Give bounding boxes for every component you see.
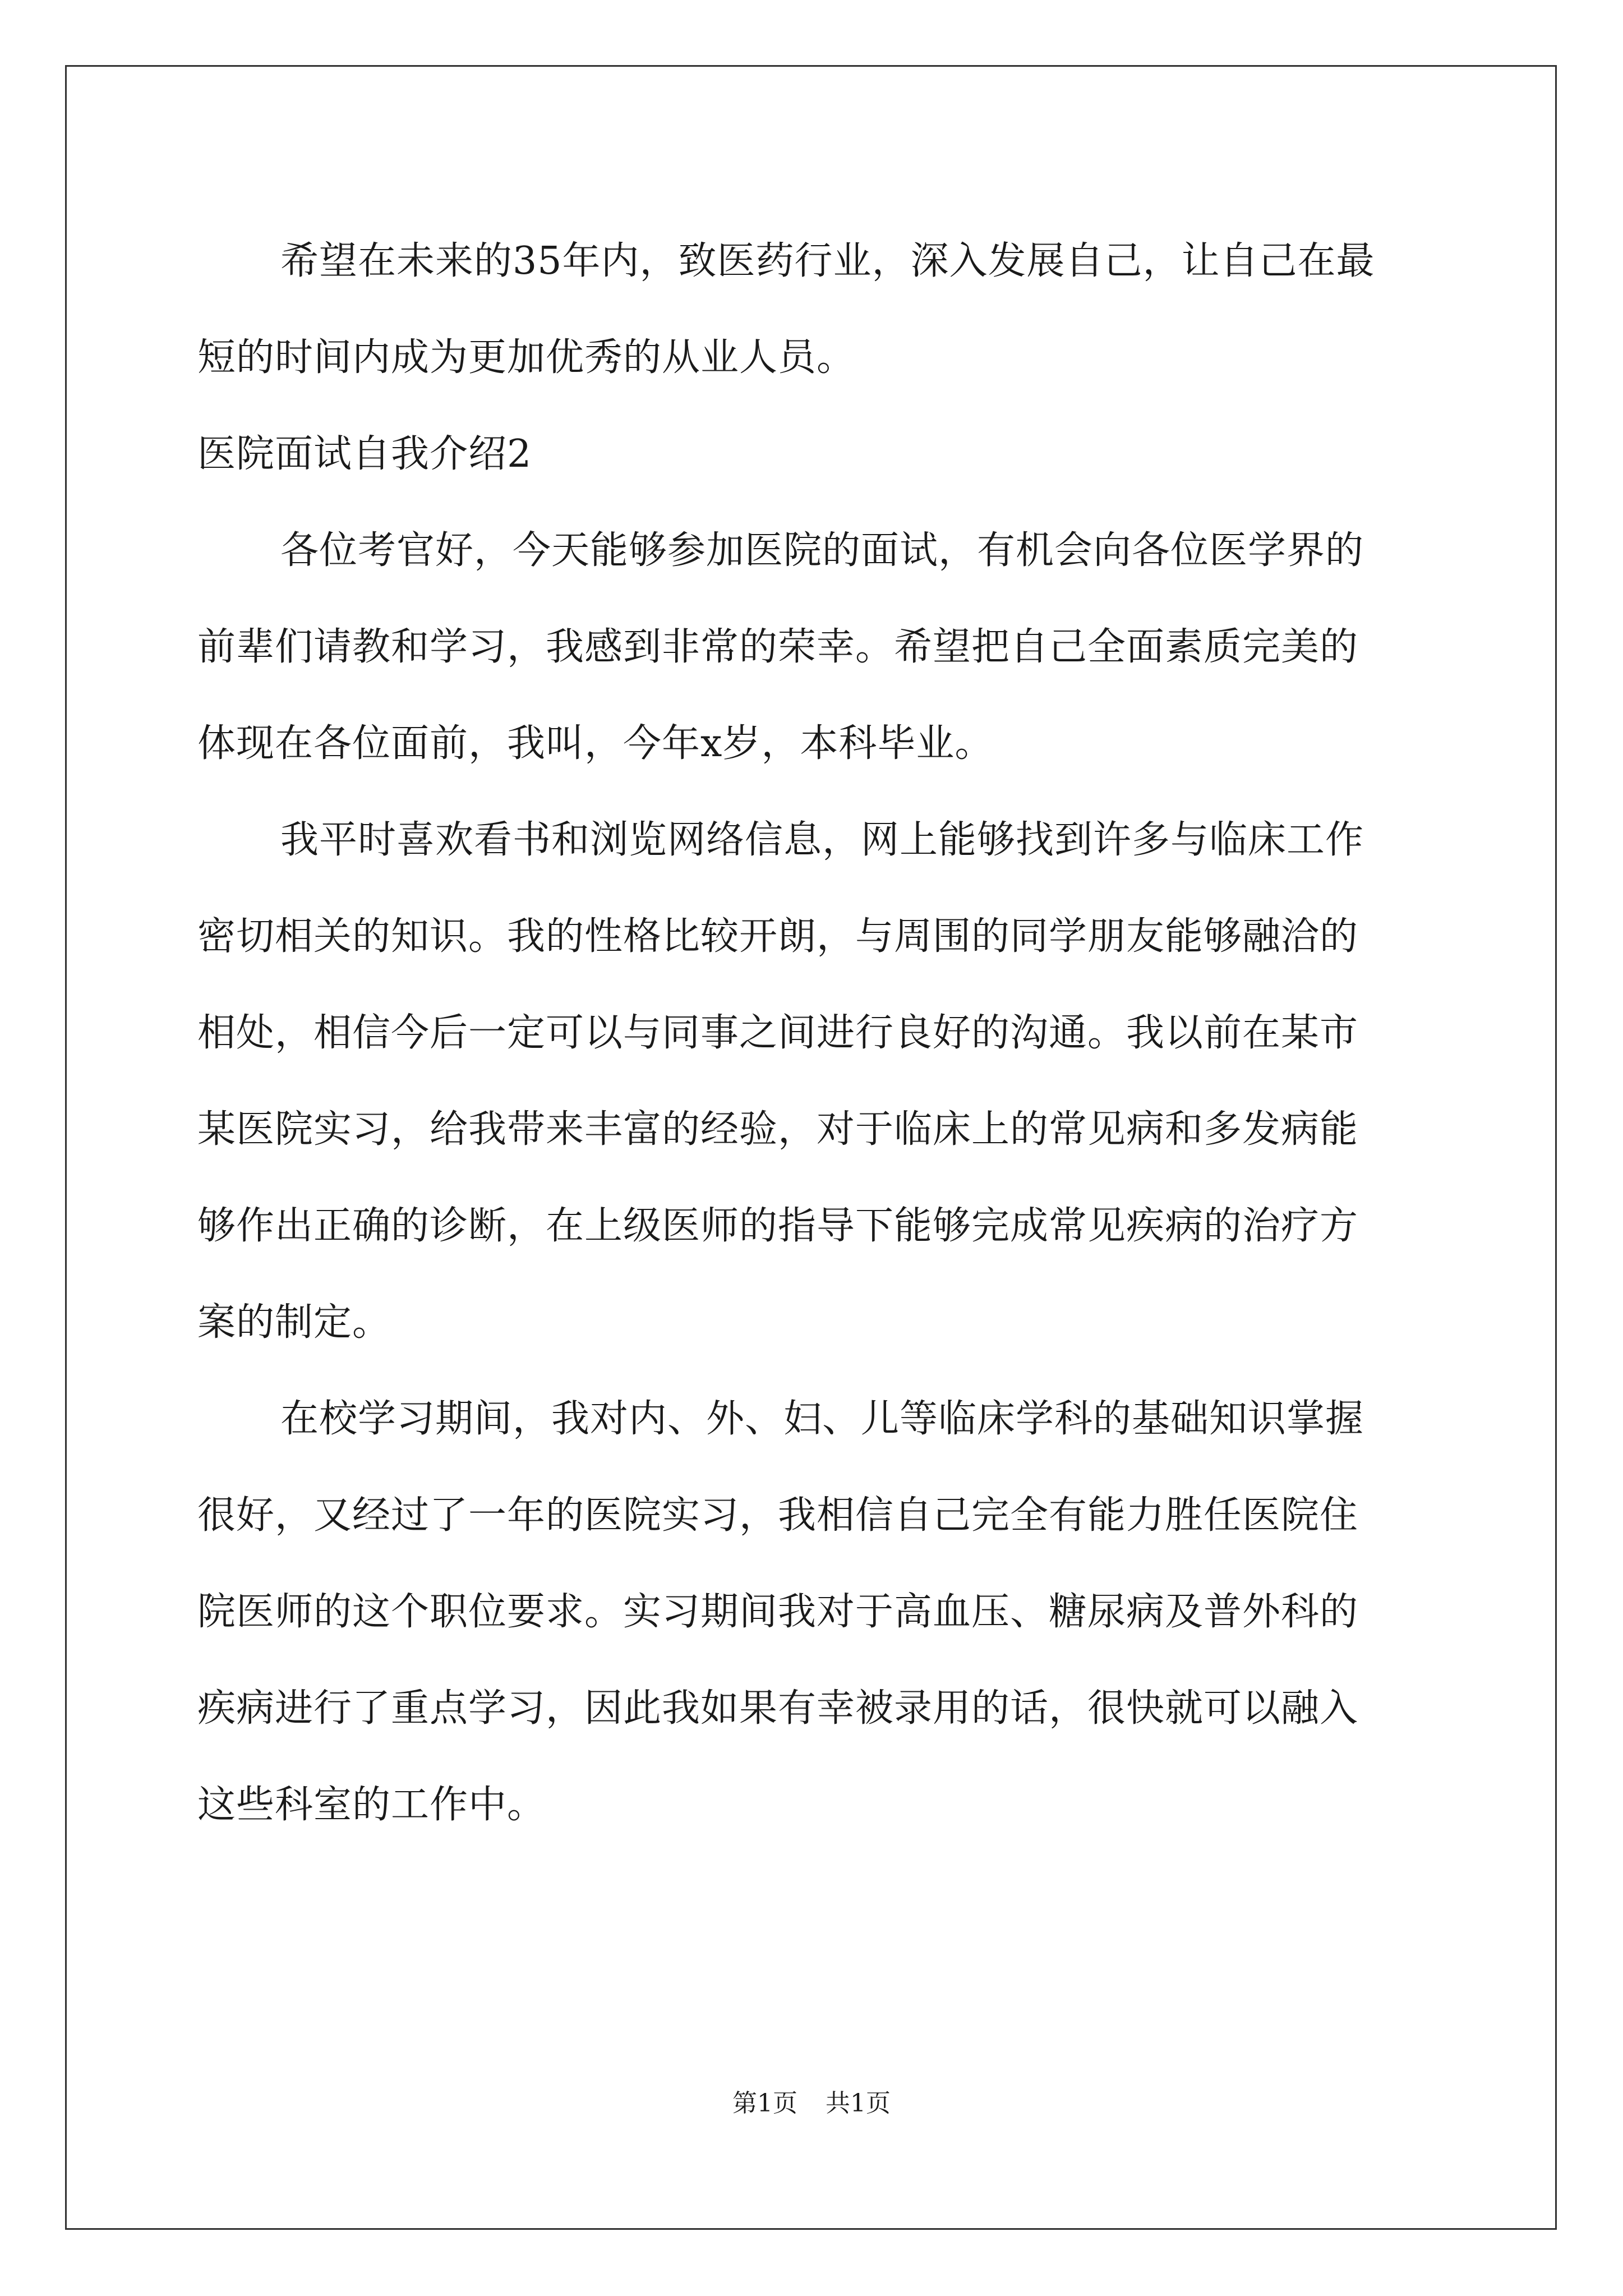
section-heading [197, 406, 1431, 503]
paragraph-line: 某医院实习，给我带来丰富的经验，对于临床上的常见病和多发病能 [197, 1107, 1359, 1152]
page-total: 共1页 [826, 2089, 891, 2118]
paragraph-line: 密切相关的知识。我的性格比较开朗，与周围的同学朋友能够融洽的 [197, 914, 1359, 959]
paragraph-line: 院医师的这个职位要求。实习期间我对于高血压、糖尿病及普外科的 [197, 1590, 1359, 1634]
paragraph-line: 体现在各位面前，我叫，今年x岁，本科毕业。 [197, 721, 994, 766]
paragraph-line: 很好，又经过了一年的医院实习，我相信自己完全有能力胜任医院住 [197, 1493, 1359, 1538]
heading-line: 医院面试自我介绍2 [197, 432, 532, 476]
paragraph-career-goal [197, 213, 1431, 406]
page-number: 第1页 [732, 2089, 797, 2118]
paragraph-line: 相处，相信今后一定可以与同事之间进行良好的沟通。我以前在某市 [197, 1011, 1359, 1055]
paragraph-studies [197, 1371, 1431, 1853]
paragraph-line: 够作出正确的诊断，在上级医师的指导下能够完成常见疾病的治疗方 [197, 1204, 1359, 1248]
paragraph-line: 短的时间内成为更加优秀的从业人员。 [197, 335, 856, 380]
document-body [197, 213, 1431, 1853]
paragraph-line: 前辈们请教和学习，我感到非常的荣幸。希望把自己全面素质完美的 [197, 625, 1359, 669]
paragraph-personality [197, 792, 1431, 1371]
paragraph-line: 在校学习期间，我对内、外、妇、儿等临床学科的基础知识掌握 [280, 1397, 1364, 1441]
paragraph-line: 各位考官好，今天能够参加医院的面试，有机会向各位医学界的 [280, 528, 1364, 573]
paragraph-line: 希望在未来的35年内，致医药行业，深入发展自己，让自己在最 [280, 239, 1375, 283]
paragraph-line: 案的制定。 [197, 1300, 391, 1345]
paragraph-line: 疾病进行了重点学习，因此我如果有幸被录用的话，很快就可以融入 [197, 1686, 1359, 1731]
paragraph-greeting [197, 503, 1431, 792]
page-footer [0, 2087, 1623, 2120]
paragraph-line: 这些科室的工作中。 [197, 1783, 546, 1827]
paragraph-line: 我平时喜欢看书和浏览网络信息，网上能够找到许多与临床工作 [280, 818, 1364, 862]
